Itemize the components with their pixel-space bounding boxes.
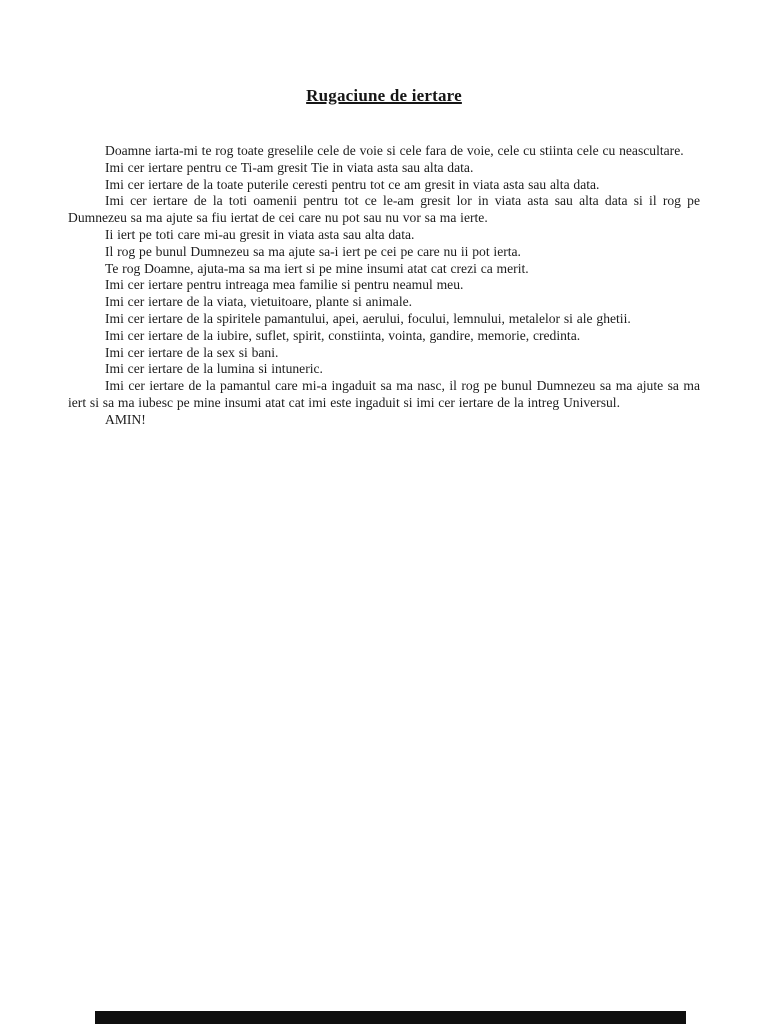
next-page-edge (95, 1011, 686, 1024)
document-title-text: Rugaciune de iertare (306, 86, 462, 105)
paragraph: Doamne iarta-mi te rog toate greselile cele de voie si cele fara de voie, cele cu stiinta cele cu neascultare. (105, 143, 684, 158)
paragraph: Imi cer iertare de la spiritele pamantului, apei, aerului, focului, lemnului, metalelor si ale ghetii. (105, 310, 631, 326)
paragraph: AMIN! (105, 411, 146, 427)
paragraph: Imi cer iertare de la sex si bani. (105, 344, 279, 360)
document-title (0, 0, 768, 106)
paragraph: Ii iert pe toti care mi-au gresit in viata asta sau alta data. (105, 226, 415, 242)
paragraph: Imi cer iertare de la iubire, suflet, spirit, constiinta, vointa, gandire, memorie, credinta. (105, 327, 581, 343)
paragraph: Il rog pe bunul Dumnezeu sa ma ajute sa-i iert pe cei pe care nu ii pot ierta. (105, 243, 521, 259)
paragraph: Te rog Doamne, ajuta-ma sa ma iert si pe mine insumi atat cat crezi ca merit. (105, 260, 529, 276)
paragraph: Imi cer iertare de la toti oamenii pentru tot ce le-am gresit lor in viata asta sau alta data si il rog pe Dumnezeu sa ma ajute sa fiu iertat de cei care nu pot sau nu vor sa ma ierte. (68, 193, 700, 226)
paragraph: Imi cer iertare de la pamantul care mi-a ingaduit sa ma nasc, il rog pe bunul Dumnezeu sa ma ajute sa ma iert si sa ma iubesc pe mine insumi atat cat imi este ingaduit si imi cer iertare de la intreg Universul. (68, 378, 700, 410)
paragraph: Imi cer iertare de la viata, vietuitoare, plante si animale. (105, 294, 413, 310)
document-body (68, 143, 700, 429)
paragraph: Imi cer iertare de la lumina si intuneric. (105, 361, 323, 377)
paragraph: Imi cer iertare de la toate puterile ceresti pentru tot ce am gresit in viata asta sau alta data. (105, 176, 600, 192)
paragraph: Imi cer iertare pentru ce Ti-am gresit Tie in viata asta sau alta data. (105, 159, 474, 175)
paragraph: Imi cer iertare pentru intreaga mea familie si pentru neamul meu. (105, 277, 464, 293)
